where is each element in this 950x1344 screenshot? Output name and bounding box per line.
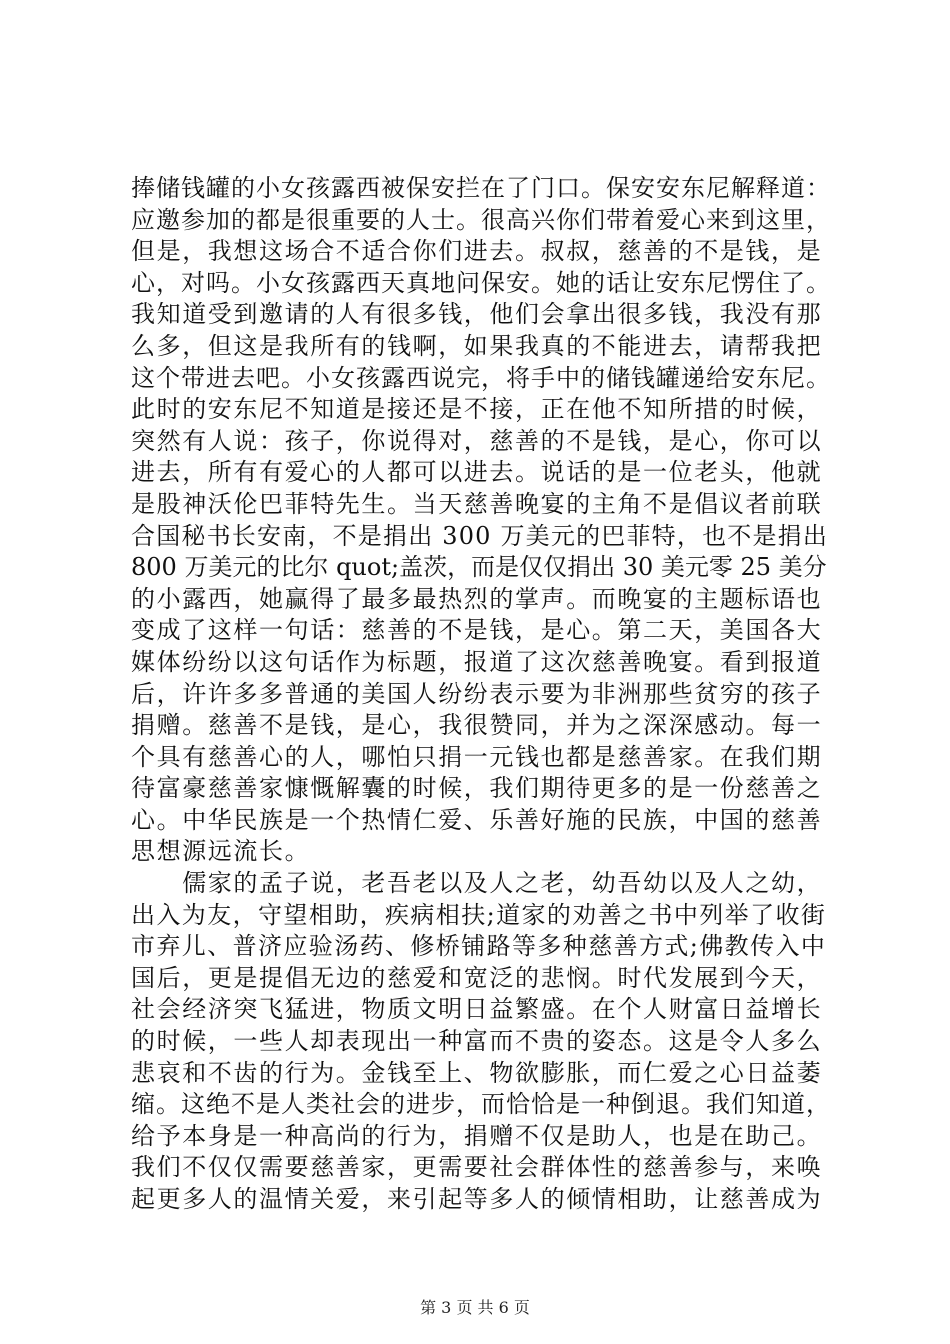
text-line: 的小露西，她赢得了最多最热烈的掌声。而晚宴的主题标语也 [131,584,823,613]
text-line: 缩。这绝不是人类社会的进步，而恰恰是一种倒退。我们知道， [131,1090,831,1119]
text-line: 市弃儿、普济应验汤药、修桥铺路等多种慈善方式;佛教传入中 [131,932,827,961]
text-line: 给予本身是一种高尚的行为，捐赠不仅是助人，也是在助己。 [131,1121,823,1150]
text-line: 心，对吗。小女孩露西天真地问保安。她的话让安东尼愣住了。 [131,268,831,297]
text-line: 我知道受到邀请的人有很多钱，他们会拿出很多钱，我没有那 [131,300,823,329]
text-line: 但是，我想这场合不适合你们进去。叔叔，慈善的不是钱，是 [131,237,823,266]
text-line: 社会经济突飞猛进，物质文明日益繁盛。在个人财富日益增长 [131,995,823,1024]
text-line: 是股神沃伦巴菲特先生。当天慈善晚宴的主角不是倡议者前联 [131,489,823,518]
text-line: 思想源远流长。 [131,837,311,866]
text-line: 的时候，一些人却表现出一种富而不贵的姿态。这是令人多么 [131,1027,823,1056]
text-line: 心。中华民族是一个热情仁爱、乐善好施的民族，中国的慈善 [131,805,823,834]
text-line: 出入为友，守望相助，疾病相扶;道家的劝善之书中列举了收街 [131,900,827,929]
text-line: 800 万美元的比尔 quot;盖茨，而是仅仅捐出 30 美元零 25 美分 [131,553,827,582]
text-line: 待富豪慈善家慷慨解囊的时候，我们期待更多的是一份慈善之 [131,774,823,803]
text-line: 变成了这样一句话：慈善的不是钱，是心。第二天，美国各大 [131,616,823,645]
text-line: 捧储钱罐的小女孩露西被保安拦在了门口。保安安东尼解释道： [131,174,831,202]
page-number-footer: 第 3 页 共 6 页 [420,1298,530,1317]
text-line: 起更多人的温情关爱，来引起等多人的倾情相助，让慈善成为 [131,1185,823,1213]
text-line: 这个带进去吧。小女孩露西说完，将手中的储钱罐递给安东尼。 [131,363,831,392]
text-line: 么多，但这是我所有的钱啊，如果我真的不能进去，请帮我把 [131,331,823,360]
text-line: 媒体纷纷以这句话作为标题，报道了这次慈善晚宴。看到报道 [131,647,823,676]
text-line: 合国秘书长安南，不是捐出 300 万美元的巴菲特，也不是捐出 [131,521,829,550]
text-line: 捐赠。慈善不是钱，是心，我很赞同，并为之深深感动。每一 [131,711,823,740]
text-line: 后，许许多多普通的美国人纷纷表示要为非洲那些贫穷的孩子 [131,679,823,708]
text-line: 应邀参加的都是很重要的人士。很高兴你们带着爱心来到这里， [131,205,831,234]
body-text [131,173,831,1216]
text-line: 国后，更是提倡无边的慈爱和宽泛的悲悯。时代发展到今天， [131,963,823,992]
text-line: 突然有人说：孩子，你说得对，慈善的不是钱，是心，你可以 [131,426,823,455]
text-line: 个具有慈善心的人，哪怕只捐一元钱也都是慈善家。在我们期 [131,742,823,771]
text-line: 此时的安东尼不知道是接还是不接，正在他不知所措的时候， [131,395,823,424]
text-line: 儒家的孟子说，老吾老以及人之老，幼吾幼以及人之幼， [131,869,823,898]
text-line: 悲哀和不齿的行为。金钱至上、物欲膨胀，而仁爱之心日益萎 [131,1058,823,1087]
text-line: 我们不仅仅需要慈善家，更需要社会群体性的慈善参与，来唤 [131,1153,823,1182]
text-line: 进去，所有有爱心的人都可以进去。说话的是一位老头，他就 [131,458,823,487]
